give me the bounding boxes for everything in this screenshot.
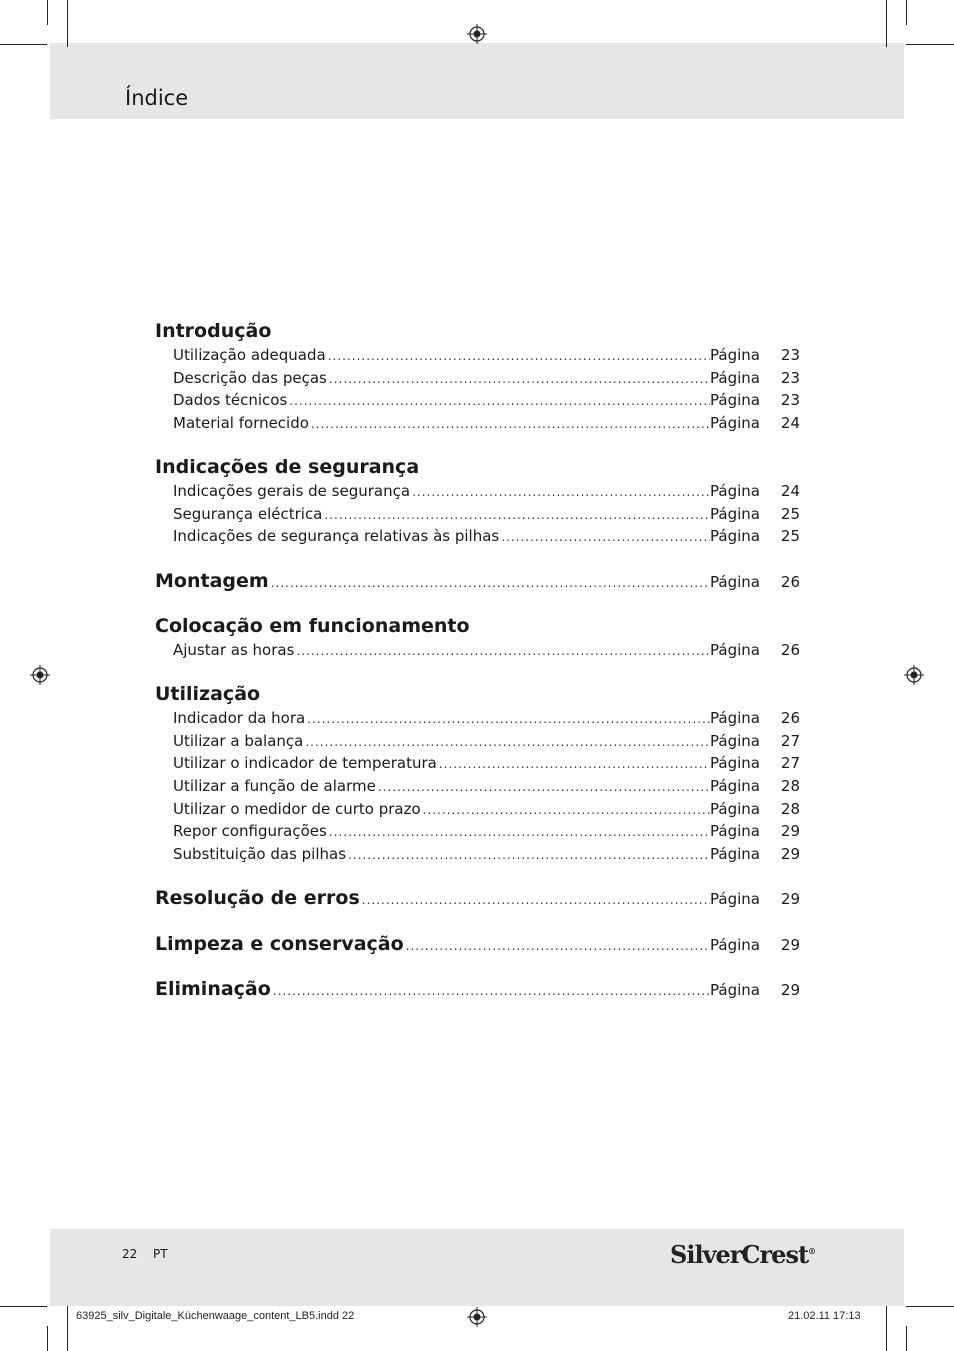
entry-label: Repor configurações — [173, 822, 327, 841]
toc-entry[interactable] — [155, 707, 800, 730]
dot-leader — [296, 640, 710, 663]
toc-entry[interactable] — [155, 775, 800, 798]
page-word: Página — [710, 368, 760, 387]
page-number: 25 — [780, 527, 800, 546]
toc-section — [155, 454, 800, 548]
crop-mark — [47, 1326, 48, 1351]
page-word: Página — [710, 504, 760, 523]
page-number: 26 — [780, 641, 800, 659]
page-title: Índice — [125, 86, 189, 110]
toc-entry[interactable] — [155, 798, 800, 821]
section-title: Resolução de erros — [155, 887, 360, 909]
dot-leader — [412, 481, 710, 504]
toc-section — [155, 885, 800, 911]
page-word: Página — [710, 527, 760, 546]
page-word: Página — [710, 391, 760, 410]
page-number: 29 — [780, 822, 800, 841]
page-number: 29 — [780, 890, 800, 908]
entry-label: Indicador da hora — [173, 709, 306, 727]
toc-entry[interactable] — [155, 885, 800, 911]
entry-label: Utilizar o indicador de temperatura — [173, 754, 437, 773]
toc-entry[interactable] — [155, 480, 800, 503]
dot-leader — [305, 731, 710, 754]
toc-section — [155, 568, 800, 594]
dot-leader — [378, 776, 710, 799]
crop-mark — [886, 0, 887, 47]
toc-entry[interactable] — [155, 568, 800, 594]
registration-mark-icon — [467, 1307, 487, 1327]
toc-entry[interactable] — [155, 503, 800, 526]
crop-mark — [67, 0, 68, 47]
page-word: Página — [710, 641, 760, 659]
crop-mark — [906, 44, 954, 45]
entry-label: Segurança eléctrica — [173, 504, 323, 523]
page-number: 29 — [780, 981, 800, 999]
page-number: 23 — [780, 391, 800, 410]
entry-label: Descrição das peças — [173, 368, 327, 387]
page-number: 27 — [780, 731, 800, 750]
entry-label: Material fornecido — [173, 414, 309, 433]
footer-language: PT — [153, 1247, 168, 1261]
page-number: 29 — [780, 936, 800, 954]
brand-logo: SilverCrest® — [670, 1240, 816, 1269]
entry-label: Ajustar as horas — [173, 641, 295, 659]
footer-page-number: 22 — [122, 1247, 138, 1261]
page-number: 23 — [780, 368, 800, 387]
toc-entry[interactable] — [155, 931, 800, 957]
entry-label: Indicações gerais de segurança — [173, 482, 411, 500]
page-number: 28 — [780, 777, 800, 796]
entry-label: Substituição das pilhas — [173, 845, 347, 864]
page-number: 25 — [780, 504, 800, 523]
page-word: Página — [710, 845, 760, 864]
page-number: 26 — [780, 573, 800, 591]
toc-entry[interactable] — [155, 976, 800, 1002]
page-word: Página — [710, 777, 760, 796]
entry-label: Dados técnicos — [173, 391, 288, 410]
page-word: Página — [710, 890, 760, 908]
toc-entry[interactable] — [155, 843, 800, 866]
registration-mark-icon — [467, 24, 487, 44]
dot-leader — [329, 368, 710, 391]
section-title: Limpeza e conservação — [155, 933, 404, 955]
dot-leader — [273, 978, 710, 1004]
page-word: Página — [710, 731, 760, 750]
toc-entry[interactable] — [155, 525, 800, 548]
toc-entry[interactable] — [155, 752, 800, 775]
page-word: Página — [710, 709, 760, 727]
toc-section — [155, 976, 800, 1002]
toc-entry[interactable] — [155, 820, 800, 843]
page-word: Página — [710, 482, 760, 500]
page-number: 24 — [780, 414, 800, 433]
dot-leader — [362, 887, 710, 913]
page-number: 24 — [780, 482, 800, 500]
toc-section — [155, 681, 800, 866]
toc-section — [155, 318, 800, 435]
dot-leader — [271, 570, 710, 596]
page-word: Página — [710, 981, 760, 999]
entry-label: Indicações de segurança relativas às pilhas — [173, 527, 500, 546]
crop-mark — [0, 44, 47, 45]
crop-mark — [906, 0, 907, 25]
entry-label: Utilização adequada — [173, 346, 326, 364]
crop-mark — [886, 1306, 887, 1351]
page-number: 26 — [780, 709, 800, 727]
toc-entry[interactable] — [155, 367, 800, 390]
entry-label: Utilizar a função de alarme — [173, 777, 376, 796]
toc-section — [155, 931, 800, 957]
dot-leader — [329, 821, 710, 844]
page-word: Página — [710, 573, 760, 591]
toc-entry[interactable] — [155, 389, 800, 412]
dot-leader — [439, 753, 710, 776]
toc-section — [155, 613, 800, 662]
dot-leader — [423, 799, 710, 822]
slug-date: 21.02.11 17:13 — [788, 1310, 861, 1322]
toc-entry[interactable] — [155, 639, 800, 662]
section-title: Indicações de segurança — [155, 456, 420, 478]
dot-leader — [289, 390, 710, 413]
dot-leader — [307, 708, 710, 731]
page-word: Página — [710, 754, 760, 773]
page-number: 27 — [780, 754, 800, 773]
dot-leader — [324, 504, 710, 527]
toc-entry[interactable] — [155, 412, 800, 435]
section-title: Introdução — [155, 320, 272, 342]
page-number: 28 — [780, 799, 800, 818]
dot-leader — [348, 844, 710, 867]
crop-mark — [906, 1306, 954, 1307]
entry-label: Utilizar a balança — [173, 731, 304, 750]
crop-mark — [67, 1306, 68, 1351]
section-title: Montagem — [155, 570, 269, 592]
registration-mark-icon — [30, 665, 50, 685]
crop-mark — [0, 1306, 47, 1307]
dot-leader — [501, 526, 710, 549]
entry-label: Utilizar o medidor de curto prazo — [173, 799, 421, 818]
page-word: Página — [710, 346, 760, 364]
section-title: Colocação em funcionamento — [155, 615, 470, 637]
slug-file: 63925_silv_Digitale_Küchenwaage_content_LB5.indd 22 — [76, 1310, 355, 1322]
brand-text: SilverCrest — [670, 1240, 809, 1269]
crop-mark — [906, 1326, 907, 1351]
section-title: Utilização — [155, 683, 261, 705]
dot-leader — [328, 345, 710, 368]
page-word: Página — [710, 414, 760, 433]
page-word: Página — [710, 799, 760, 818]
section-title: Eliminação — [155, 978, 271, 1000]
toc-entry[interactable] — [155, 344, 800, 367]
page-number: 29 — [780, 845, 800, 864]
crop-mark — [47, 0, 48, 25]
dot-leader — [406, 933, 710, 959]
dot-leader — [311, 413, 710, 436]
page-word: Página — [710, 822, 760, 841]
registration-mark-icon — [904, 665, 924, 685]
page-word: Página — [710, 936, 760, 954]
toc-entry[interactable] — [155, 730, 800, 753]
page-number: 23 — [780, 346, 800, 364]
